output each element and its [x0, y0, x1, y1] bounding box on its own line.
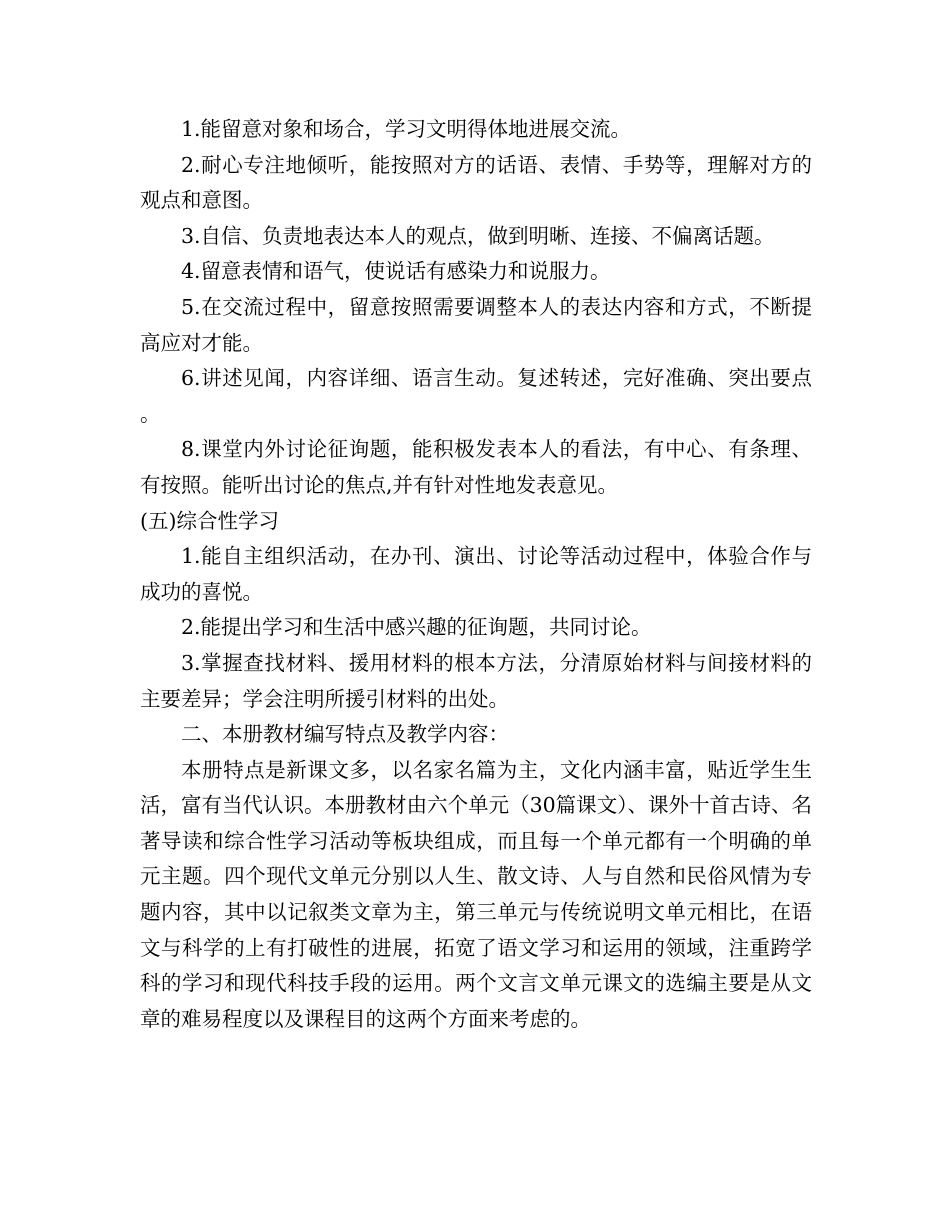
paragraph-listening-8: 8.课堂内外讨论征询题，能积极发表本人的看法，有中心、有条理、有按照。能听出讨论的焦点,并有针对性地发表意见。 — [140, 437, 812, 497]
paragraph-comprehensive-1: 1.能自主组织活动，在办刊、演出、讨论等活动过程中，体验合作与成功的喜悦。 — [140, 544, 812, 604]
document-page — [140, 112, 812, 1037]
paragraph-comprehensive-2: 2.能提出学习和生活中感兴趣的征询题，共同讨论。 — [181, 615, 652, 640]
paragraph-listening-3: 3.自信、负责地表达本人的观点，做到明晰、连接、不偏离话题。 — [181, 223, 775, 248]
paragraph-listening-2: 2.耐心专注地倾听，能按照对方的话语、表情、手势等，理解对方的观点和意图。 — [140, 152, 812, 213]
paragraph-listening-6: 6.讲述见闻，内容详细、语言生动。复述转述，完好准确、突出要点。 — [140, 366, 812, 426]
paragraph-listening-5: 5.在交流过程中，留意按照需要调整本人的表达内容和方式，不断提高应对才能。 — [140, 294, 812, 355]
paragraph-listening-4: 4.留意表情和语气，使说话有感染力和说服力。 — [181, 259, 611, 284]
paragraph-listening-1: 1.能留意对象和场合，学习文明得体地进展交流。 — [181, 117, 632, 141]
section-heading-comprehensive-learning: (五)综合性学习 — [140, 508, 279, 533]
paragraph-textbook-description: 本册特点是新课文多，以名家名篇为主，文化内涵丰富，贴近学生生活，富有当代认识。本册教材由六个单元（30篇课文）、课外十首古诗、名著导读和综合性学习活动等板块组成，而且每一个单元都有一个明确的单元主题。四个现代文单元分别以人生、散文诗、人与自然和民俗风情为专题内容，其中以记叙类文章为主，第三单元与传统说明文单元相比，在语文与科学的上有打破性的进展，拓宽了语文学习和运用的领域，注重跨学科的学习和现代科技手段的运用。两个文言文单元课文的选编主要是从文章的难易程度以及课程目的这两个方面来考虑的。 — [140, 757, 812, 1031]
section-heading-textbook-features: 二、本册教材编写特点及教学内容： — [181, 722, 509, 747]
paragraph-comprehensive-3: 3.掌握查找材料、援用材料的根本方法，分清原始材料与间接材料的主要差异；学会注明所援引材料的出处。 — [140, 650, 812, 711]
